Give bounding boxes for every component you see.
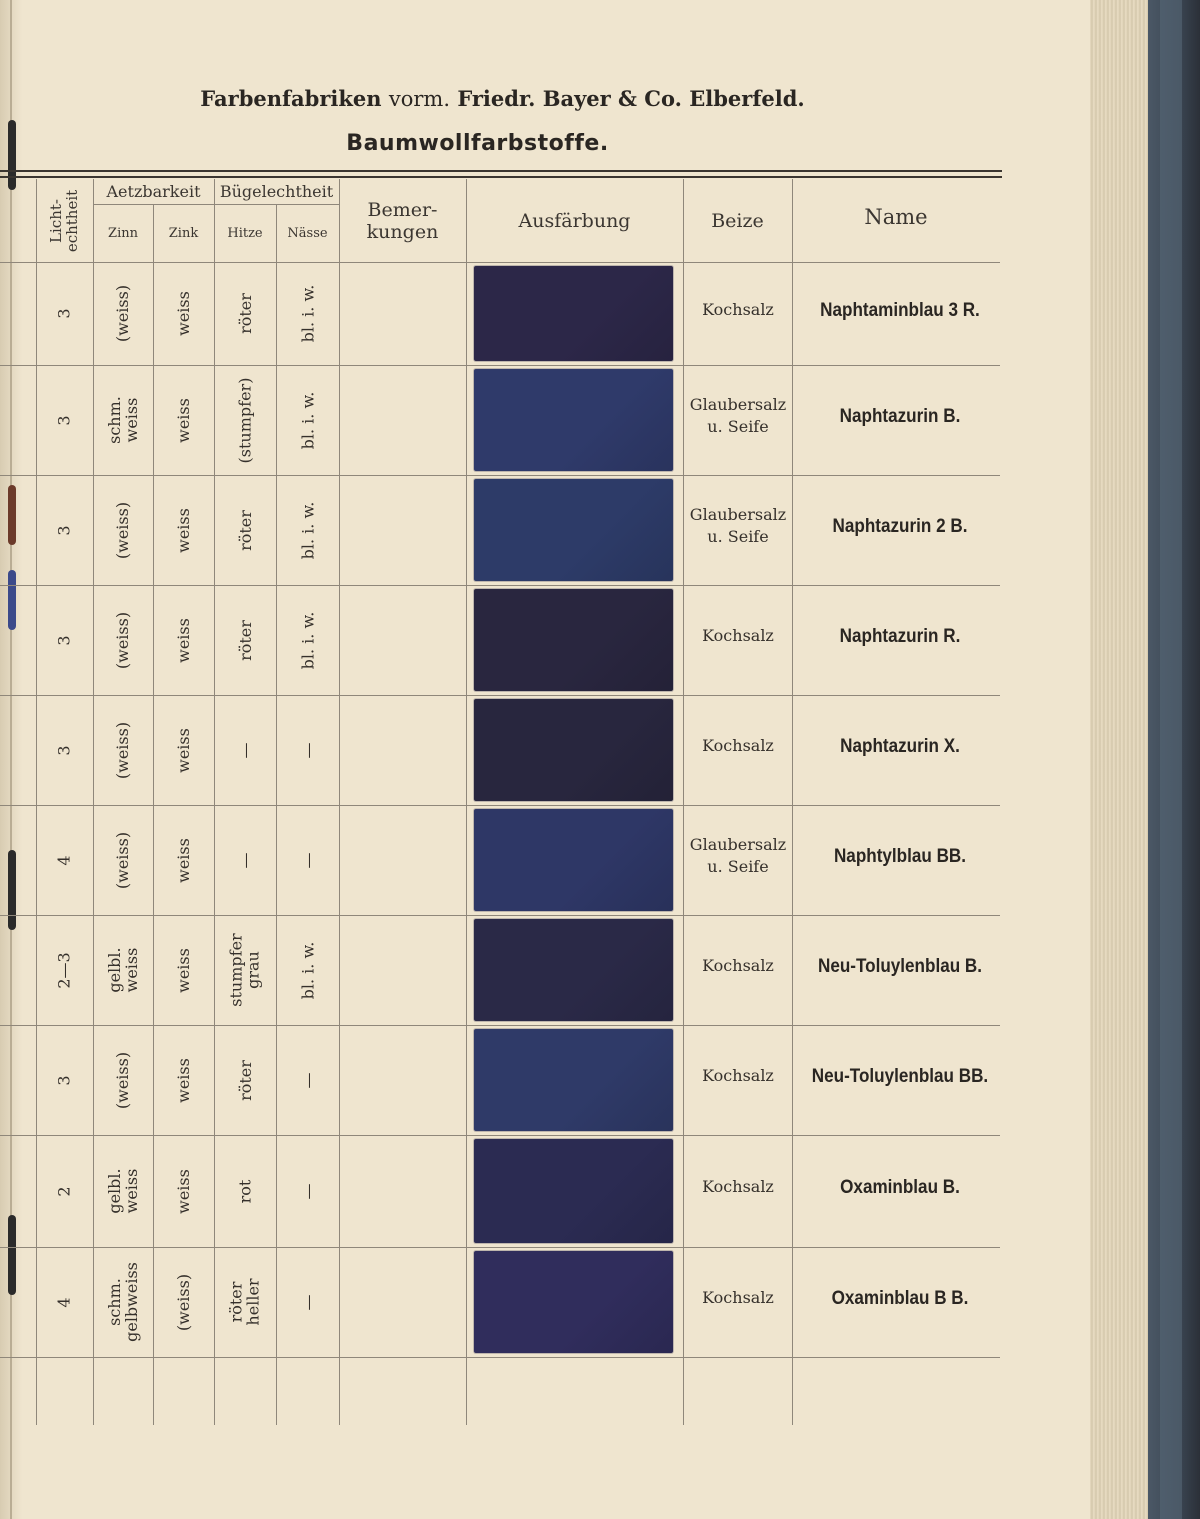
hitze-cell [214, 1135, 276, 1247]
row-divider [0, 1357, 1000, 1358]
beize-value: Kochsalz [702, 736, 774, 755]
hitze-value: rot [235, 1179, 255, 1203]
zinn-value: (weiss) [113, 284, 133, 343]
zinn-cell [93, 475, 153, 585]
naesse-value: — [298, 852, 317, 868]
beize-value: Kochsalz [702, 299, 774, 319]
header-buegelechtheit-label: Bügelechtheit [219, 182, 334, 201]
zinn-cell [93, 1135, 153, 1247]
zinn-cell [93, 585, 153, 695]
zinn-value: (weiss) [113, 611, 133, 669]
header-name-label: Name [864, 205, 928, 229]
zink-cell [153, 1135, 214, 1247]
dye-name: Neu-Toluylenblau BB. [811, 1066, 989, 1087]
naesse-cell [276, 262, 339, 365]
hitze-cell [214, 585, 276, 695]
zinn-cell [93, 1025, 153, 1135]
zink-value: weiss [173, 291, 193, 336]
naesse-value: bl. i. w. [297, 284, 317, 343]
fabric-swatch [474, 479, 673, 581]
hitze-cell [214, 475, 276, 585]
hitze-value: (stumpfer) [235, 377, 255, 463]
naesse-cell [276, 695, 339, 805]
zinn-value: gelbl. weiss [105, 947, 141, 993]
naesse-value: — [298, 1072, 317, 1088]
hitze-value: — [235, 852, 255, 868]
table-row [0, 475, 1005, 585]
table-row [0, 262, 1005, 365]
beize-value: Glaubersalz u. Seife [689, 395, 787, 436]
beize-value: Kochsalz [702, 626, 774, 645]
header-zink [153, 204, 214, 262]
hitze-value: — [235, 742, 255, 758]
zink-cell [153, 475, 214, 585]
table-row [0, 1025, 1005, 1135]
fabric-swatch [474, 589, 673, 691]
beize-value: Glaubersalz u. Seife [689, 505, 787, 546]
beize-value: Kochsalz [702, 1288, 774, 1307]
zink-value: (weiss) [174, 1273, 193, 1331]
fabric-swatch [474, 369, 673, 471]
table-row [0, 1247, 1005, 1357]
header-text: vorm. [388, 87, 451, 111]
naesse-cell [276, 585, 339, 695]
zinn-cell [93, 695, 153, 805]
zink-value: weiss [173, 507, 193, 553]
header-bemerkungen-label: Bemer- kungen [366, 198, 439, 243]
zink-cell [153, 915, 214, 1025]
zinn-value: (weiss) [113, 831, 133, 889]
lichtechtheit-value: 4 [55, 1296, 74, 1308]
lichtechtheit-cell [36, 1025, 93, 1135]
beize-value: Kochsalz [702, 956, 774, 975]
naesse-value: bl. i. w. [297, 391, 317, 449]
hitze-value: röter [235, 1059, 255, 1101]
naesse-value: bl. i. w. [297, 941, 317, 999]
naesse-cell [276, 1025, 339, 1135]
zink-cell [153, 695, 214, 805]
fabric-swatch [474, 919, 673, 1021]
table-row [0, 1135, 1005, 1247]
lichtechtheit-cell [36, 805, 93, 915]
header-zinn-label: Zinn [108, 225, 138, 241]
lichtechtheit-cell [36, 475, 93, 585]
zink-value: weiss [173, 947, 193, 993]
dye-name: Naphtylblau BB. [833, 846, 967, 867]
dye-name: Naphtazurin R. [839, 626, 961, 647]
hitze-value: röter [235, 509, 255, 551]
header-buegelechtheit [214, 179, 339, 204]
header-text: Farbenfabriken [200, 86, 382, 111]
zinn-cell [93, 365, 153, 475]
naesse-cell [276, 1247, 339, 1357]
lichtechtheit-cell [36, 1247, 93, 1357]
fabric-swatch [474, 809, 673, 911]
hitze-cell [214, 1247, 276, 1357]
hitze-value: röter [235, 619, 255, 661]
naesse-cell [276, 915, 339, 1025]
zinn-cell [93, 915, 153, 1025]
zink-cell [153, 1247, 214, 1357]
beize-value: Glaubersalz u. Seife [689, 835, 787, 876]
naesse-value: — [298, 1294, 317, 1310]
naesse-value: bl. i. w. [297, 611, 317, 669]
header-zink-label: Zink [168, 225, 199, 241]
zink-cell [153, 585, 214, 695]
naesse-cell [276, 365, 339, 475]
table-row [0, 805, 1005, 915]
dye-name: Oxaminblau B. [840, 1177, 960, 1198]
lichtechtheit-value: 2—3 [54, 951, 74, 989]
fabric-swatch [474, 1029, 673, 1131]
lichtechtheit-cell [36, 585, 93, 695]
beize-value: Kochsalz [702, 1177, 774, 1196]
header-naesse [276, 204, 339, 262]
dye-name: Oxaminblau B B. [831, 1288, 969, 1309]
hitze-value: röter heller [227, 1278, 263, 1326]
header-hitze-label: Hitze [227, 225, 263, 241]
lichtechtheit-value: 3 [55, 1074, 74, 1086]
lichtechtheit-cell [36, 365, 93, 475]
zinn-value: gelbl. weiss [105, 1168, 141, 1214]
hitze-cell [214, 1025, 276, 1135]
zink-cell [153, 805, 214, 915]
header-rule [0, 170, 1002, 172]
header-name [792, 179, 1000, 255]
header-text: Friedr. Bayer & Co. Elberfeld. [457, 86, 805, 111]
fabric-swatch [474, 699, 673, 801]
zinn-value: (weiss) [113, 1051, 133, 1109]
naesse-cell [276, 475, 339, 585]
beize-value: Kochsalz [702, 1066, 774, 1085]
header-aetzbarkeit-label: Aetzbarkeit [106, 182, 201, 201]
zinn-value: schm. gelbweiss [105, 1262, 141, 1342]
naesse-value: bl. i. w. [297, 501, 317, 559]
table-row [0, 915, 1005, 1025]
hitze-cell [214, 915, 276, 1025]
header-beize-label: Beize [711, 209, 764, 232]
header-beize [683, 179, 792, 262]
naesse-value: — [298, 742, 317, 758]
header-zinn [93, 204, 153, 262]
zinn-cell [93, 1247, 153, 1357]
lichtechtheit-cell [36, 262, 93, 365]
zink-value: weiss [173, 727, 193, 773]
zink-value: weiss [173, 837, 193, 883]
zinn-cell [93, 805, 153, 915]
zink-value: weiss [173, 397, 193, 443]
zinn-cell [93, 262, 153, 365]
lichtechtheit-value: 4 [55, 854, 74, 866]
header-lichtechtheit-label: Licht- echtheit [47, 189, 82, 252]
zink-cell [153, 365, 214, 475]
page-subtitle: Baumwollfarbstoffe. [346, 131, 609, 156]
header-ausfaerbung-label: Ausfärbung [518, 209, 631, 232]
hitze-cell [214, 805, 276, 915]
lichtechtheit-cell [36, 915, 93, 1025]
lichtechtheit-value: 2 [55, 1185, 74, 1197]
cover-spine [1160, 0, 1182, 1519]
lichtechtheit-cell [36, 695, 93, 805]
header-bemerkungen [339, 179, 466, 262]
lichtechtheit-value: 3 [55, 634, 74, 646]
dye-name: Neu-Toluylenblau B. [817, 956, 983, 977]
table-row [0, 585, 1005, 695]
zinn-value: (weiss) [113, 501, 133, 559]
company-header [0, 86, 1005, 111]
zinn-value: schm. weiss [104, 396, 141, 444]
hitze-cell [214, 695, 276, 805]
header-aetzbarkeit [93, 179, 214, 204]
hitze-cell [214, 262, 276, 365]
zink-cell [153, 1025, 214, 1135]
zink-cell [153, 262, 214, 365]
lichtechtheit-value: 3 [55, 744, 74, 756]
zinn-value: (weiss) [113, 721, 133, 779]
fabric-swatch [474, 1139, 673, 1243]
naesse-cell [276, 1135, 339, 1247]
table-row [0, 365, 1005, 475]
dye-name: Naphtaminblau 3 R. [820, 299, 980, 321]
dye-name: Naphtazurin 2 B. [832, 516, 968, 537]
naesse-value: — [298, 1183, 317, 1199]
header-naesse-label: Nässe [287, 225, 328, 241]
lichtechtheit-value: 3 [55, 524, 74, 536]
dye-name: Naphtazurin X. [840, 736, 960, 757]
table-row [0, 695, 1005, 805]
fabric-swatch [474, 266, 673, 361]
header-ausfaerbung [466, 179, 683, 262]
zink-value: weiss [173, 1057, 193, 1103]
hitze-cell [214, 365, 276, 475]
header-hitze [214, 204, 276, 262]
hitze-value: röter [235, 293, 255, 334]
naesse-cell [276, 805, 339, 915]
zink-value: weiss [173, 617, 193, 663]
zink-value: weiss [173, 1168, 193, 1214]
header-rule [0, 176, 1002, 178]
lichtechtheit-value: 3 [55, 414, 74, 426]
page-edges [1090, 0, 1148, 1519]
fabric-swatch [474, 1251, 673, 1353]
dye-name: Naphtazurin B. [839, 406, 961, 427]
lichtechtheit-cell [36, 1135, 93, 1247]
header-lichtechtheit [36, 179, 93, 262]
lichtechtheit-value: 3 [55, 308, 74, 319]
hitze-value: stumpfer grau [227, 933, 263, 1007]
